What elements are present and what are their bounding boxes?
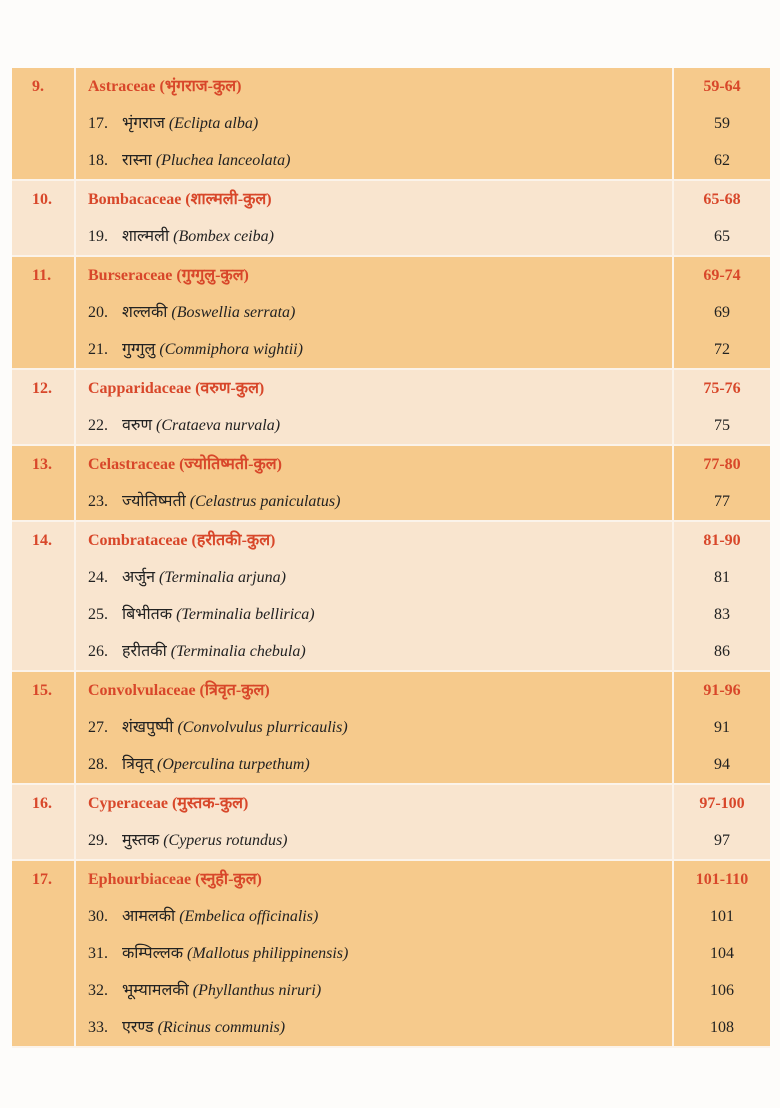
entry-number: 21. — [88, 341, 108, 358]
entry-number: 28. — [88, 756, 108, 773]
entry-hindi-name: बिभीतक — [122, 606, 173, 623]
family-number-cell — [12, 446, 76, 520]
family-title: Capparidaceae (वरुण-कुल) — [88, 380, 265, 397]
plant-entry — [76, 331, 672, 368]
page-cell — [674, 370, 770, 444]
entry-number: 27. — [88, 719, 108, 736]
family-page-range: 65-68 — [703, 191, 741, 208]
family-number-cell — [12, 522, 76, 670]
family-title: Burseraceae (गुग्गुलु-कुल) — [88, 267, 249, 284]
family-number-cell — [12, 257, 76, 368]
entry-page: 104 — [710, 945, 734, 962]
family-page-range: 97-100 — [699, 795, 745, 812]
entry-hindi-name: आमलकी — [122, 908, 176, 925]
entry-number: 19. — [88, 228, 108, 245]
plant-entry — [76, 559, 672, 596]
plant-entry — [76, 105, 672, 142]
entry-number: 22. — [88, 417, 108, 434]
entry-page: 81 — [714, 569, 730, 586]
family-title: Convolvulaceae (त्रिवृत-कुल) — [88, 682, 270, 699]
family-group — [12, 522, 770, 672]
entry-latin-name: (Cyperus rotundus) — [163, 832, 288, 849]
family-page-range: 101-110 — [695, 871, 749, 888]
entry-hindi-name: शंखपुष्पी — [122, 719, 174, 736]
family-page-range: 77-80 — [703, 456, 741, 473]
family-number: 11. — [32, 267, 52, 284]
family-group — [12, 785, 770, 861]
plant-entry — [76, 407, 672, 444]
family-content-cell — [76, 370, 674, 444]
entry-latin-name: (Terminalia bellirica) — [176, 606, 315, 623]
entry-hindi-name: शाल्मली — [122, 228, 170, 245]
entry-latin-name: (Embelica officinalis) — [179, 908, 319, 925]
entry-number: 30. — [88, 908, 108, 925]
plant-entry — [76, 483, 672, 520]
family-title: Astraceae (भृंगराज-कुल) — [88, 78, 242, 95]
family-title: Ephourbiaceae (स्नुही-कुल) — [88, 871, 262, 888]
entry-hindi-name: मुस्तक — [122, 832, 160, 849]
family-group — [12, 68, 770, 181]
family-group — [12, 861, 770, 1048]
entry-number: 17. — [88, 115, 108, 132]
entry-number: 31. — [88, 945, 108, 962]
entry-page: 106 — [710, 982, 734, 999]
plant-entry — [76, 218, 672, 255]
family-title: Combrataceae (हरीतकी-कुल) — [88, 532, 276, 549]
family-content-cell — [76, 68, 674, 179]
entry-page: 97 — [714, 832, 730, 849]
entry-hindi-name: एरण्ड — [122, 1019, 154, 1036]
family-title: Cyperaceae (मुस्तक-कुल) — [88, 795, 249, 812]
plant-entry — [76, 596, 672, 633]
family-number: 9. — [32, 78, 44, 95]
entry-latin-name: (Celastrus paniculatus) — [189, 493, 341, 510]
entry-latin-name: (Crataeva nurvala) — [156, 417, 281, 434]
entry-number: 24. — [88, 569, 108, 586]
family-content-cell — [76, 181, 674, 255]
entry-page: 77 — [714, 493, 730, 510]
family-page-range: 91-96 — [703, 682, 741, 699]
plant-entry — [76, 972, 672, 1009]
entry-hindi-name: शल्लकी — [122, 304, 168, 321]
entry-page: 72 — [714, 341, 730, 358]
entry-page: 75 — [714, 417, 730, 434]
family-content-cell — [76, 257, 674, 368]
family-content-cell — [76, 522, 674, 670]
entry-latin-name: (Phyllanthus niruri) — [192, 982, 322, 999]
entry-hindi-name: वरुण — [122, 417, 153, 434]
entry-page: 69 — [714, 304, 730, 321]
page-cell — [674, 672, 770, 783]
entry-latin-name: (Eclipta alba) — [168, 115, 259, 132]
entry-page: 83 — [714, 606, 730, 623]
plant-entry — [76, 822, 672, 859]
entry-latin-name: (Mallotus philippinensis) — [186, 945, 349, 962]
entry-hindi-name: हरीतकी — [122, 643, 167, 660]
family-content-cell — [76, 446, 674, 520]
plant-entry — [76, 746, 672, 783]
entry-page: 94 — [714, 756, 730, 773]
family-number: 17. — [32, 871, 52, 888]
entry-latin-name: (Commiphora wightii) — [159, 341, 303, 358]
family-title: Celastraceae (ज्योतिष्मती-कुल) — [88, 456, 282, 473]
page-cell — [674, 68, 770, 179]
family-content-cell — [76, 672, 674, 783]
plant-entry — [76, 142, 672, 179]
family-group — [12, 446, 770, 522]
family-number-cell — [12, 672, 76, 783]
entry-latin-name: (Boswellia serrata) — [171, 304, 296, 321]
family-group — [12, 181, 770, 257]
entry-number: 25. — [88, 606, 108, 623]
family-content-cell — [76, 785, 674, 859]
family-page-range: 69-74 — [703, 267, 741, 284]
family-number-cell — [12, 370, 76, 444]
page-cell — [674, 785, 770, 859]
entry-page: 62 — [714, 152, 730, 169]
page-cell — [674, 181, 770, 255]
family-number: 10. — [32, 191, 52, 208]
family-page-range: 59-64 — [703, 78, 741, 95]
entry-latin-name: (Convolvulus plurricaulis) — [177, 719, 348, 736]
entry-page: 108 — [710, 1019, 734, 1036]
entry-number: 32. — [88, 982, 108, 999]
plant-entry — [76, 294, 672, 331]
entry-latin-name: (Pluchea lanceolata) — [155, 152, 291, 169]
entry-latin-name: (Operculina turpethum) — [157, 756, 310, 773]
entry-hindi-name: त्रिवृत् — [122, 756, 153, 773]
entry-latin-name: (Bombex ceiba) — [173, 228, 274, 245]
entry-hindi-name: ज्योतिष्मती — [122, 493, 186, 510]
family-number: 13. — [32, 456, 52, 473]
family-number: 14. — [32, 532, 52, 549]
entry-page: 91 — [714, 719, 730, 736]
family-group — [12, 672, 770, 785]
plant-entry — [76, 898, 672, 935]
plant-entry — [76, 935, 672, 972]
entry-page: 59 — [714, 115, 730, 132]
table-of-contents — [12, 68, 770, 1048]
plant-entry — [76, 633, 672, 670]
family-number-cell — [12, 181, 76, 255]
entry-number: 26. — [88, 643, 108, 660]
family-number: 16. — [32, 795, 52, 812]
family-number: 12. — [32, 380, 52, 397]
entry-hindi-name: गुग्गुलु — [122, 341, 156, 358]
entry-number: 23. — [88, 493, 108, 510]
entry-number: 33. — [88, 1019, 108, 1036]
entry-latin-name: (Terminalia chebula) — [170, 643, 306, 660]
entry-number: 18. — [88, 152, 108, 169]
entry-latin-name: (Terminalia arjuna) — [158, 569, 286, 586]
entry-hindi-name: रास्ना — [122, 152, 152, 169]
entry-latin-name: (Ricinus communis) — [157, 1019, 286, 1036]
entry-number: 29. — [88, 832, 108, 849]
family-content-cell — [76, 861, 674, 1046]
entry-page: 101 — [710, 908, 734, 925]
page-cell — [674, 446, 770, 520]
entry-page: 65 — [714, 228, 730, 245]
entry-hindi-name: भृंगराज — [122, 115, 165, 132]
entry-hindi-name: भूम्यामलकी — [122, 982, 189, 999]
family-number: 15. — [32, 682, 52, 699]
page-cell — [674, 257, 770, 368]
entry-hindi-name: अर्जुन — [122, 569, 155, 586]
family-group — [12, 257, 770, 370]
entry-number: 20. — [88, 304, 108, 321]
family-number-cell — [12, 785, 76, 859]
family-title: Bombacaceae (शाल्मली-कुल) — [88, 191, 272, 208]
family-number-cell — [12, 68, 76, 179]
family-page-range: 81-90 — [703, 532, 741, 549]
page-cell — [674, 861, 770, 1046]
entry-hindi-name: कम्पिल्लक — [122, 945, 183, 962]
plant-entry — [76, 709, 672, 746]
family-group — [12, 370, 770, 446]
entry-page: 86 — [714, 643, 730, 660]
family-number-cell — [12, 861, 76, 1046]
family-page-range: 75-76 — [703, 380, 741, 397]
plant-entry — [76, 1009, 672, 1046]
page-cell — [674, 522, 770, 670]
